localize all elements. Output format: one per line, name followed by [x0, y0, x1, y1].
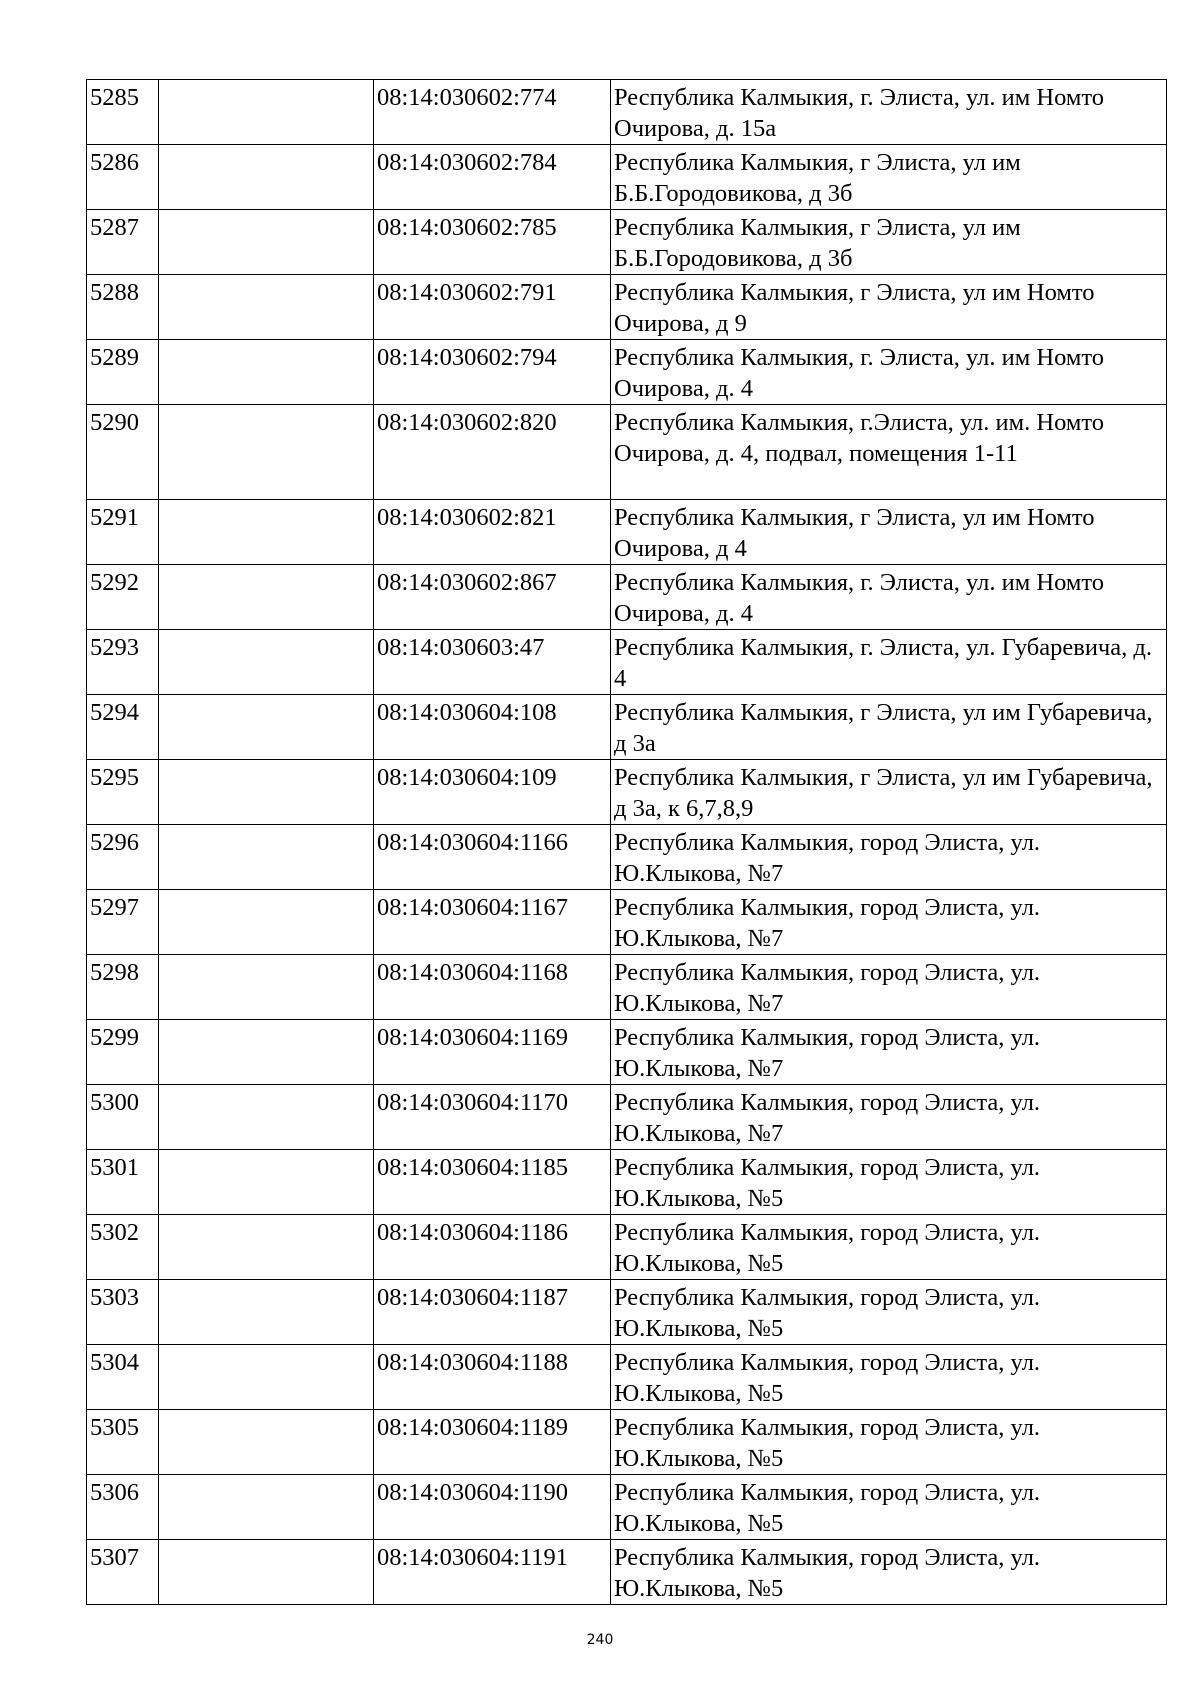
cadastral-number-cell: 08:14:030604:1187	[374, 1280, 611, 1345]
table-row	[87, 1475, 1167, 1540]
address-cell: Республика Калмыкия, г Элиста, ул им Номто Очирова, д 4	[611, 500, 1167, 565]
row-number-cell: 5298	[87, 955, 159, 1020]
row-number-cell: 5306	[87, 1475, 159, 1540]
address-cell: Республика Калмыкия, город Элиста, ул. Ю.Клыкова, №7	[611, 1020, 1167, 1085]
cadastral-number-cell: 08:14:030604:1166	[374, 825, 611, 890]
row-number-cell: 5286	[87, 145, 159, 210]
address-cell: Республика Калмыкия, г Элиста, ул им Номто Очирова, д 9	[611, 275, 1167, 340]
row-number-cell: 5290	[87, 405, 159, 500]
address-cell: Республика Калмыкия, город Элиста, ул. Ю.Клыкова, №5	[611, 1280, 1167, 1345]
cadastral-number-cell: 08:14:030604:1169	[374, 1020, 611, 1085]
cadastral-number-cell: 08:14:030602:774	[374, 80, 611, 145]
address-cell: Республика Калмыкия, г Элиста, ул им Губаревича, д 3а, к 6,7,8,9	[611, 760, 1167, 825]
address-cell: Республика Калмыкия, г Элиста, ул им Б.Б.Городовикова, д 3б	[611, 210, 1167, 275]
address-cell: Республика Калмыкия, г. Элиста, ул. Губаревича, д. 4	[611, 630, 1167, 695]
empty-cell	[159, 565, 374, 630]
table-row	[87, 145, 1167, 210]
row-number-cell: 5289	[87, 340, 159, 405]
address-cell: Республика Калмыкия, город Элиста, ул. Ю.Клыкова, №7	[611, 1085, 1167, 1150]
table-row	[87, 275, 1167, 340]
empty-cell	[159, 1215, 374, 1280]
address-cell: Республика Калмыкия, город Элиста, ул. Ю.Клыкова, №5	[611, 1150, 1167, 1215]
table-row	[87, 890, 1167, 955]
cadastral-number-cell: 08:14:030604:1188	[374, 1345, 611, 1410]
table-row	[87, 1410, 1167, 1475]
address-cell: Республика Калмыкия, город Элиста, ул. Ю.Клыкова, №5	[611, 1215, 1167, 1280]
row-number-cell: 5299	[87, 1020, 159, 1085]
address-cell: Республика Калмыкия, г.Элиста, ул. им. Номто Очирова, д. 4, подвал, помещения 1-11	[611, 405, 1167, 500]
empty-cell	[159, 630, 374, 695]
table-row	[87, 1020, 1167, 1085]
cadastral-number-cell: 08:14:030604:1168	[374, 955, 611, 1020]
empty-cell	[159, 1410, 374, 1475]
table-row	[87, 630, 1167, 695]
table-row	[87, 210, 1167, 275]
cadastral-number-cell: 08:14:030602:785	[374, 210, 611, 275]
cadastral-number-cell: 08:14:030604:1170	[374, 1085, 611, 1150]
table-row	[87, 1540, 1167, 1605]
row-number-cell: 5285	[87, 80, 159, 145]
row-number-cell: 5288	[87, 275, 159, 340]
row-number-cell: 5302	[87, 1215, 159, 1280]
table-row	[87, 80, 1167, 145]
cadastral-number-cell: 08:14:030602:794	[374, 340, 611, 405]
cadastral-number-cell: 08:14:030604:1189	[374, 1410, 611, 1475]
registry-table	[86, 79, 1167, 1605]
table-row	[87, 760, 1167, 825]
table-row	[87, 955, 1167, 1020]
row-number-cell: 5307	[87, 1540, 159, 1605]
cadastral-number-cell: 08:14:030604:109	[374, 760, 611, 825]
row-number-cell: 5301	[87, 1150, 159, 1215]
empty-cell	[159, 145, 374, 210]
empty-cell	[159, 500, 374, 565]
address-cell: Республика Калмыкия, город Элиста, ул. Ю.Клыкова, №7	[611, 955, 1167, 1020]
cadastral-number-cell: 08:14:030604:1186	[374, 1215, 611, 1280]
empty-cell	[159, 760, 374, 825]
table-row	[87, 1280, 1167, 1345]
page-number: 240	[586, 1632, 614, 1648]
row-number-cell: 5293	[87, 630, 159, 695]
empty-cell	[159, 1345, 374, 1410]
empty-cell	[159, 405, 374, 500]
table-row	[87, 1150, 1167, 1215]
row-number-cell: 5305	[87, 1410, 159, 1475]
table-body	[87, 80, 1167, 1605]
address-cell: Республика Калмыкия, город Элиста, ул. Ю.Клыкова, №5	[611, 1345, 1167, 1410]
empty-cell	[159, 1475, 374, 1540]
table-row	[87, 1345, 1167, 1410]
row-number-cell: 5303	[87, 1280, 159, 1345]
address-cell: Республика Калмыкия, город Элиста, ул. Ю.Клыкова, №5	[611, 1410, 1167, 1475]
empty-cell	[159, 955, 374, 1020]
cadastral-number-cell: 08:14:030602:821	[374, 500, 611, 565]
address-cell: Республика Калмыкия, город Элиста, ул. Ю.Клыкова, №5	[611, 1540, 1167, 1605]
cadastral-number-cell: 08:14:030604:108	[374, 695, 611, 760]
cadastral-number-cell: 08:14:030604:1167	[374, 890, 611, 955]
table-row	[87, 1085, 1167, 1150]
cadastral-number-cell: 08:14:030602:784	[374, 145, 611, 210]
row-number-cell: 5287	[87, 210, 159, 275]
table-row	[87, 695, 1167, 760]
address-cell: Республика Калмыкия, город Элиста, ул. Ю.Клыкова, №7	[611, 825, 1167, 890]
table-row	[87, 405, 1167, 500]
row-number-cell: 5292	[87, 565, 159, 630]
table-row	[87, 340, 1167, 405]
empty-cell	[159, 1020, 374, 1085]
address-cell: Республика Калмыкия, город Элиста, ул. Ю.Клыкова, №7	[611, 890, 1167, 955]
row-number-cell: 5297	[87, 890, 159, 955]
empty-cell	[159, 275, 374, 340]
empty-cell	[159, 890, 374, 955]
empty-cell	[159, 1150, 374, 1215]
address-cell: Республика Калмыкия, г. Элиста, ул. им Номто Очирова, д. 4	[611, 340, 1167, 405]
cadastral-number-cell: 08:14:030604:1185	[374, 1150, 611, 1215]
cadastral-number-cell: 08:14:030602:791	[374, 275, 611, 340]
cadastral-number-cell: 08:14:030604:1190	[374, 1475, 611, 1540]
table-row	[87, 825, 1167, 890]
table-row	[87, 565, 1167, 630]
cadastral-number-cell: 08:14:030602:867	[374, 565, 611, 630]
empty-cell	[159, 825, 374, 890]
row-number-cell: 5295	[87, 760, 159, 825]
row-number-cell: 5294	[87, 695, 159, 760]
address-cell: Республика Калмыкия, г Элиста, ул им Б.Б.Городовикова, д 3б	[611, 145, 1167, 210]
address-cell: Республика Калмыкия, г. Элиста, ул. им Номто Очирова, д. 4	[611, 565, 1167, 630]
row-number-cell: 5304	[87, 1345, 159, 1410]
empty-cell	[159, 80, 374, 145]
empty-cell	[159, 340, 374, 405]
table-row	[87, 1215, 1167, 1280]
row-number-cell: 5291	[87, 500, 159, 565]
cadastral-number-cell: 08:14:030604:1191	[374, 1540, 611, 1605]
address-cell: Республика Калмыкия, г Элиста, ул им Губаревича, д 3а	[611, 695, 1167, 760]
row-number-cell: 5300	[87, 1085, 159, 1150]
empty-cell	[159, 1280, 374, 1345]
cadastral-number-cell: 08:14:030602:820	[374, 405, 611, 500]
empty-cell	[159, 1085, 374, 1150]
row-number-cell: 5296	[87, 825, 159, 890]
address-cell: Республика Калмыкия, г. Элиста, ул. им Номто Очирова, д. 15а	[611, 80, 1167, 145]
cadastral-number-cell: 08:14:030603:47	[374, 630, 611, 695]
table-row	[87, 500, 1167, 565]
empty-cell	[159, 695, 374, 760]
empty-cell	[159, 1540, 374, 1605]
empty-cell	[159, 210, 374, 275]
address-cell: Республика Калмыкия, город Элиста, ул. Ю.Клыкова, №5	[611, 1475, 1167, 1540]
